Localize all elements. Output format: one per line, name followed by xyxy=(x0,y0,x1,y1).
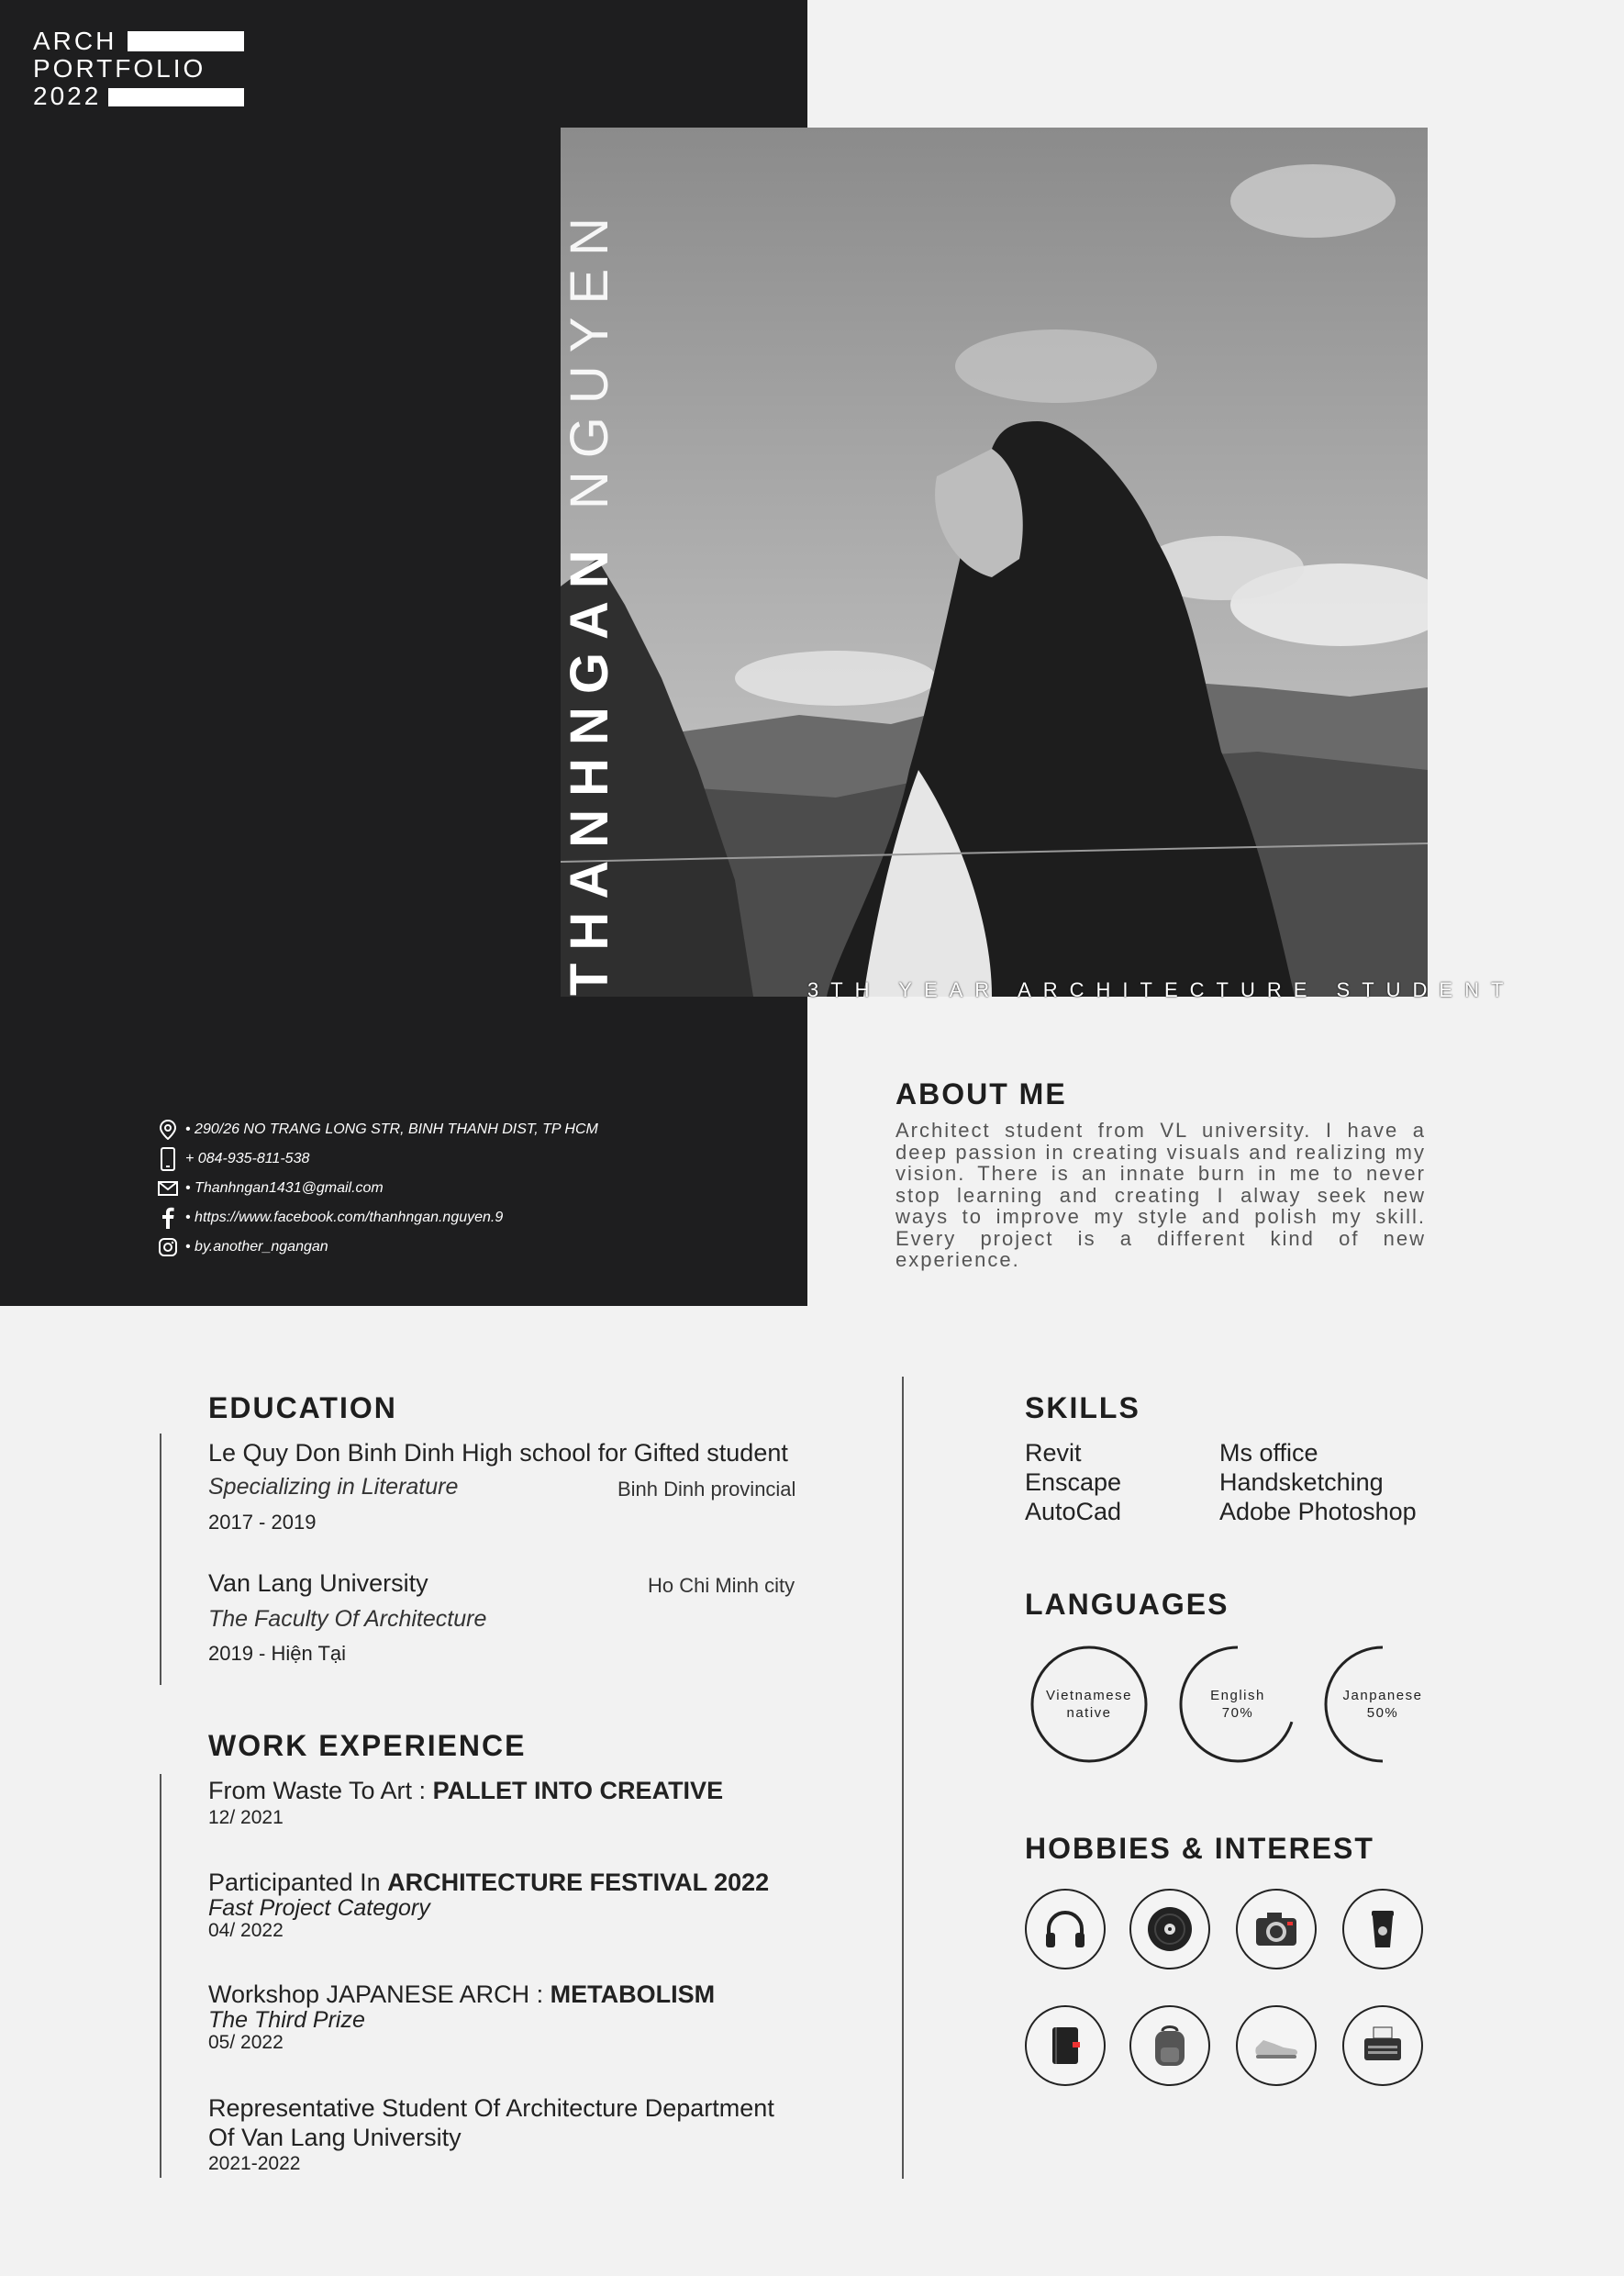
hobbies-heading: HOBBIES & INTEREST xyxy=(1025,1832,1374,1865)
column-divider xyxy=(902,1377,904,2179)
contact-instagram[interactable]: • by.another_ngangan xyxy=(156,1233,598,1262)
backpack-icon xyxy=(1129,2005,1210,2086)
work-title: From Waste To Art : PALLET INTO CREATIVE xyxy=(208,1777,724,1804)
notebook-icon xyxy=(1025,2005,1106,2086)
profile-photo xyxy=(561,128,1428,997)
skill-item: Enscape xyxy=(1025,1468,1122,1496)
education-subject: The Faculty Of Architecture xyxy=(208,1606,487,1632)
language-vietnamese: Vietnamese native xyxy=(1029,1645,1149,1764)
contact-list xyxy=(156,1115,598,1262)
work-subtitle: The Third Prize xyxy=(208,2007,365,2033)
language-japanese: Janpanese 50% xyxy=(1323,1645,1442,1764)
about-text: Architect student from VL university. I have a deep passion in creating visuals and realizing my vision. There is an innate burn in me to never stop learning and creating I alway seek new ways to improve my style and polish my skill. Every project is a different kind of new experience. xyxy=(895,1119,1426,1271)
skill-item: Revit xyxy=(1025,1439,1082,1467)
skills-heading: SKILLS xyxy=(1025,1391,1140,1424)
profile-photo-image xyxy=(561,128,1428,997)
camera-icon xyxy=(1236,1889,1317,1969)
contact-phone: + 084-935-811-538 xyxy=(156,1144,598,1174)
work-subtitle: Fast Project Category xyxy=(208,1895,430,1921)
work-title: Workshop JAPANESE ARCH : METABOLISM xyxy=(208,1980,716,2008)
skill-item: AutoCad xyxy=(1025,1498,1122,1525)
work-heading: WORK EXPERIENCE xyxy=(208,1729,527,1762)
contact-email[interactable]: • Thanhngan1431@gmail.com xyxy=(156,1174,598,1203)
work-title: Representative Student Of Architecture Department xyxy=(208,2094,774,2122)
sneaker-icon xyxy=(1236,2005,1317,2086)
phone-icon xyxy=(156,1147,180,1171)
location-pin-icon xyxy=(156,1118,180,1142)
language-english: English 70% xyxy=(1178,1645,1297,1764)
name-last: NGUYEN xyxy=(560,204,619,510)
coffee-cup-icon xyxy=(1342,1889,1423,1969)
about-heading: ABOUT ME xyxy=(895,1077,1067,1110)
education-years: 2019 - Hiện Tại xyxy=(208,1642,347,1665)
work-date: 04/ 2022 xyxy=(208,1920,284,1941)
education-divider xyxy=(160,1434,161,1685)
contact-facebook[interactable]: • https://www.facebook.com/thanhngan.nguyen.9 xyxy=(156,1203,598,1233)
education-subject: Specializing in Literature xyxy=(208,1474,459,1500)
skill-item: Handsketching xyxy=(1219,1468,1384,1496)
contact-address: • 290/26 NO TRANG LONG STR, BINH THANH DIST, TP HCM xyxy=(156,1115,598,1144)
mail-icon xyxy=(156,1177,180,1200)
education-heading: EDUCATION xyxy=(208,1391,397,1424)
typewriter-icon xyxy=(1342,2005,1423,2086)
work-divider xyxy=(160,1774,161,2178)
headphones-icon xyxy=(1025,1889,1106,1969)
facebook-icon xyxy=(156,1206,180,1230)
work-date: 05/ 2022 xyxy=(208,2032,284,2053)
education-location: Binh Dinh provincial xyxy=(617,1478,796,1501)
work-title-line2: Of Van Lang University xyxy=(208,2124,462,2151)
skill-item: Adobe Photoshop xyxy=(1219,1498,1417,1525)
skill-item: Ms office xyxy=(1219,1439,1318,1467)
vinyl-record-icon xyxy=(1129,1889,1210,1969)
education-location: Ho Chi Minh city xyxy=(648,1574,795,1597)
vertical-name xyxy=(562,205,617,996)
instagram-icon xyxy=(156,1235,180,1259)
work-date: 12/ 2021 xyxy=(208,1807,284,1828)
work-title: Participanted In ARCHITECTURE FESTIVAL 2022 xyxy=(208,1869,770,1896)
name-first: THANHNGAN xyxy=(560,537,619,996)
work-date: 2021-2022 xyxy=(208,2153,301,2174)
languages-heading: LANGUAGES xyxy=(1025,1588,1229,1621)
education-school: Le Quy Don Binh Dinh High school for Gifted student xyxy=(208,1439,788,1467)
photo-caption: 3TH YEAR ARCHITECTURE STUDENT xyxy=(807,978,1516,1001)
education-years: 2017 - 2019 xyxy=(208,1511,317,1534)
portfolio-logo: ARCH PORTFOLIO 2022 xyxy=(33,28,206,110)
education-school: Van Lang University xyxy=(208,1569,428,1597)
